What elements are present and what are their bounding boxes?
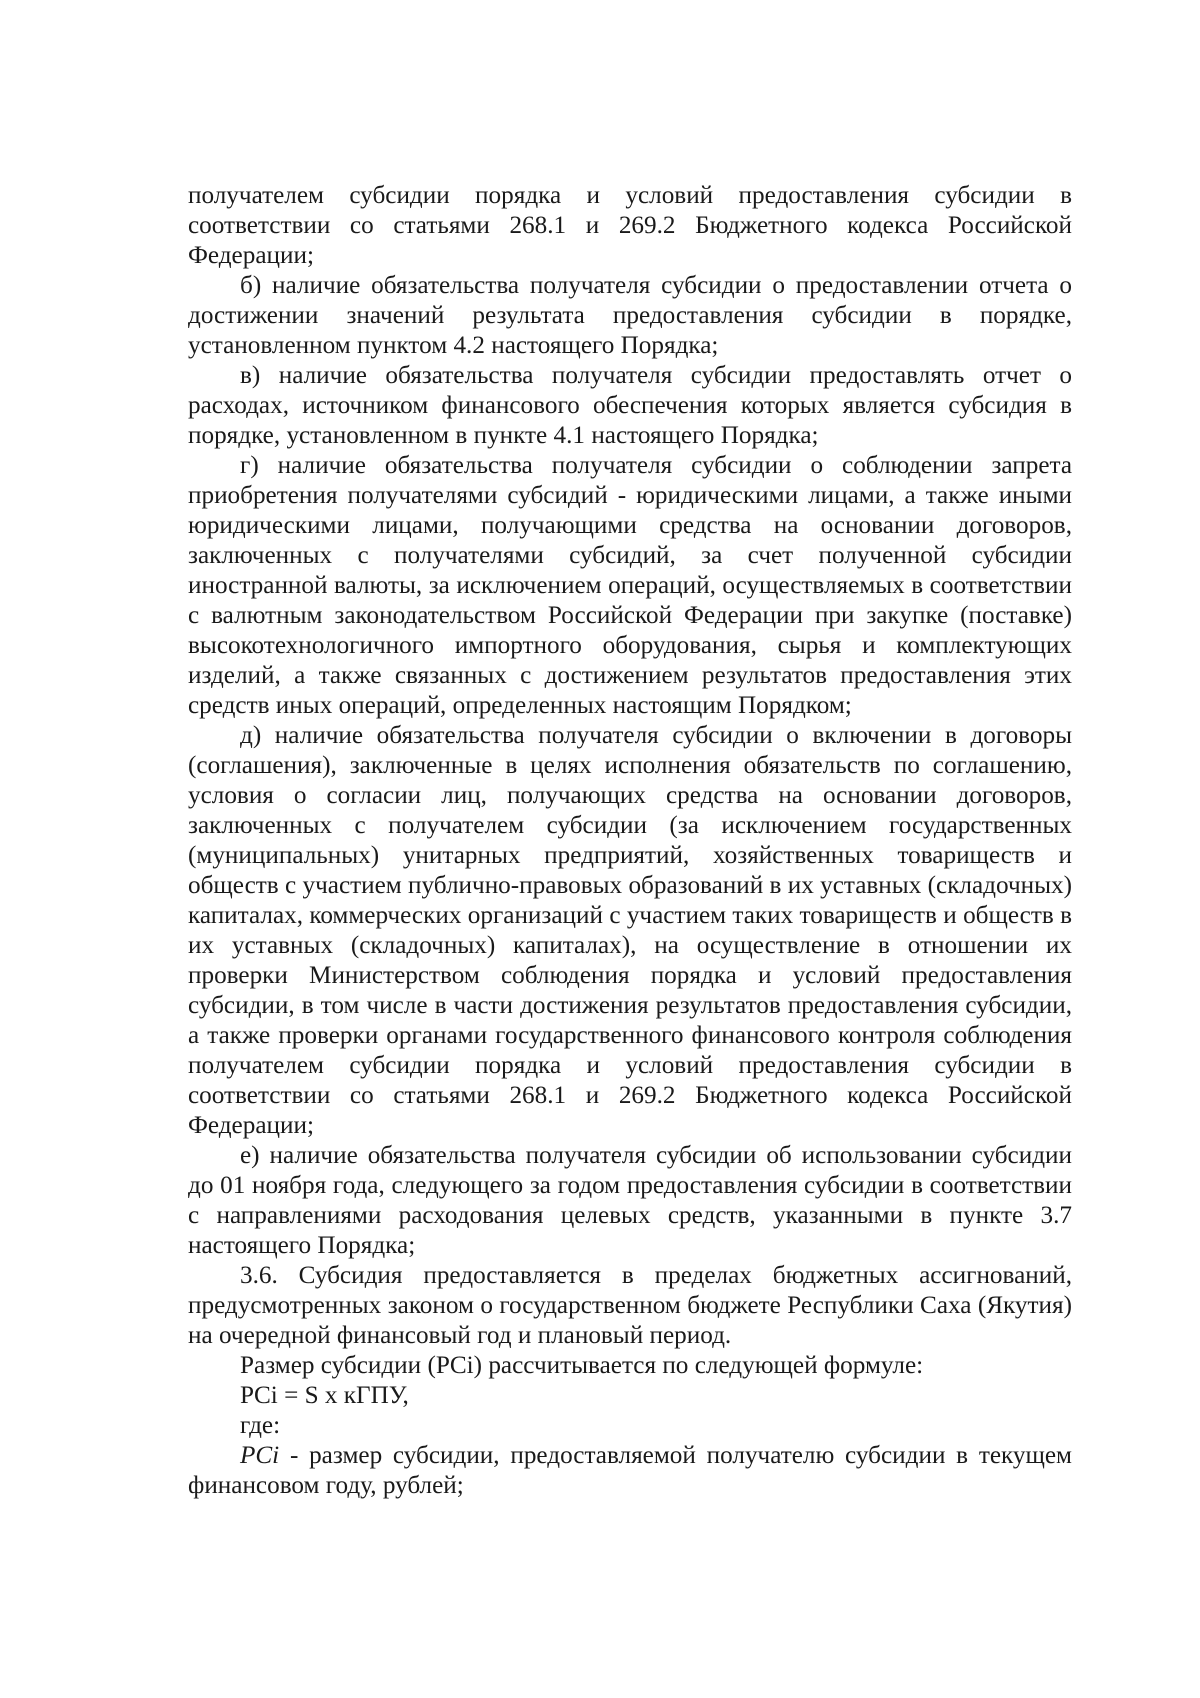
formula: PCi = S x кГПУ,	[240, 1382, 409, 1409]
definition-term: PCi	[240, 1442, 280, 1469]
paragraph-item-b: б) наличие обязательства получателя субсидии о предоставлении отчета о достижении значений результата предоставления субсидии в порядке, установленном пунктом 4.2 настоящего Порядка;	[188, 272, 1072, 359]
document-body	[188, 181, 1072, 1501]
paragraph-item-v: в) наличие обязательства получателя субсидии предоставлять отчет о расходах, источником финансового обеспечения которых является субсидия в порядке, установленном в пункте 4.1 настоящего Порядка;	[188, 362, 1072, 449]
paragraph-continuation: получателем субсидии порядка и условий предоставления субсидии в соответствии со статьями 268.1 и 269.2 Бюджетного кодекса Российской Федерации;	[188, 182, 1072, 269]
paragraph-item-d: д) наличие обязательства получателя субсидии о включении в договоры (соглашения), заключенные в целях исполнения обязательств по соглашению, условия о согласии лиц, получающих средства на основании договоров, заключенных с получателем субсидии (за исключением государственных (муниципальных) унитарных предприятий, хозяйственных товариществ и обществ с участием публично-правовых образований в их уставных (складочных) капиталах, коммерческих организаций с участием таких товариществ и обществ в их уставных (складочных) капиталах), на осуществление в отношении их проверки Министерством соблюдения порядка и условий предоставления субсидии, в том числе в части достижения результатов предоставления субсидии, а также проверки органами государственного финансового контроля соблюдения получателем субсидии порядка и условий предоставления субсидии в соответствии со статьями 268.1 и 269.2 Бюджетного кодекса Российской Федерации;	[188, 722, 1072, 1139]
definition-text: - размер субсидии, предоставляемой получателю субсидии в текущем финансовом году, рублей;	[188, 1442, 1072, 1499]
definition-pci	[188, 1441, 1072, 1501]
formula-intro: Размер субсидии (PCi) рассчитывается по следующей формуле:	[240, 1352, 924, 1379]
formula-where: где:	[240, 1412, 281, 1439]
paragraph-3-6: 3.6. Субсидия предоставляется в пределах бюджетных ассигнований, предусмотренных законом о государственном бюджете Республики Саха (Якутия) на очередной финансовый год и плановый период.	[188, 1262, 1072, 1349]
paragraph-item-e: е) наличие обязательства получателя субсидии об использовании субсидии до 01 ноября года, следующего за годом предоставления субсидии в соответствии с направлениями расходования целевых средств, указанными в пункте 3.7 настоящего Порядка;	[188, 1142, 1072, 1259]
paragraph-item-g: г) наличие обязательства получателя субсидии о соблюдении запрета приобретения получателями субсидий - юридическими лицами, а также иными юридическими лицами, получающими средства на основании договоров, заключенных с получателями субсидий, за счет полученной субсидии иностранной валюты, за исключением операций, осуществляемых в соответствии с валютным законодательством Российской Федерации при закупке (поставке) высокотехнологичного импортного оборудования, сырья и комплектующих изделий, а также связанных с достижением результатов предоставления этих средств иных операций, определенных настоящим Порядком;	[188, 452, 1072, 719]
